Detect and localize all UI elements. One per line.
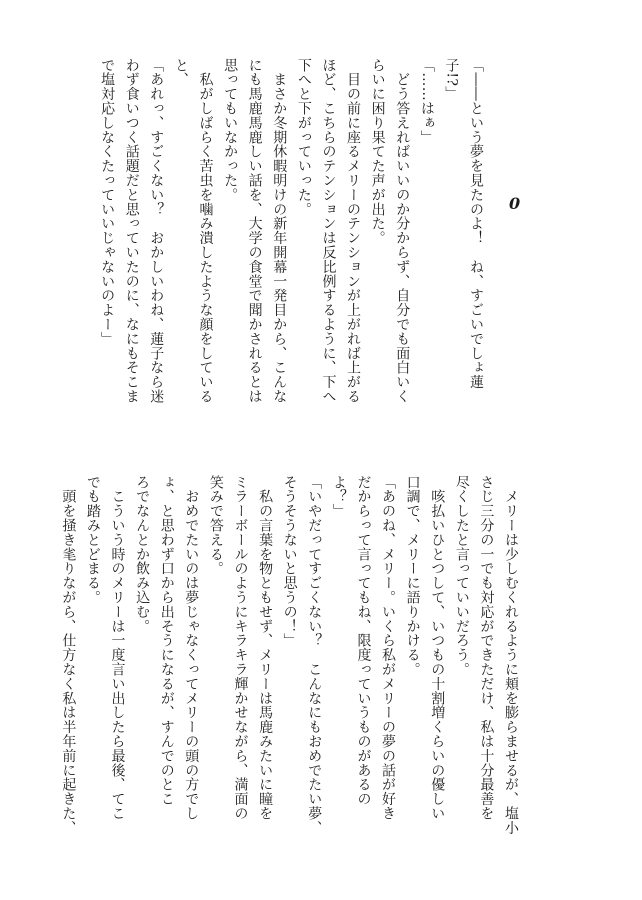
text-column: ろでなんとか飲み込む。 <box>134 475 151 634</box>
text-column: まさか冬期休暇明けの新年開幕一発目から、こんな <box>271 58 288 404</box>
text-column: でも踏みとどまる。 <box>84 475 101 605</box>
text-column: と、 <box>172 58 189 87</box>
text-column: ょ、と思わず口から出そうになるが、すんでのとこ <box>158 475 175 807</box>
text-column: にも馬鹿馬鹿しい話を、大学の食堂で聞かされるとは <box>246 58 263 404</box>
text-column: わず食いつく話題だと思っていたのに、なにもそこま <box>123 58 140 404</box>
upper-text-block <box>95 58 489 428</box>
text-column: 「――という夢を見たのよ！ ね、すごいでしょ蓮 <box>468 58 484 390</box>
text-column: おめでたいのは夢じゃなくってメリーの頭の方でし <box>183 475 200 821</box>
text-column: ミラーボールのようにキラキラ輝かせながら、満面の <box>232 475 249 821</box>
text-column: らいに困り果てた声が出た。 <box>369 58 386 246</box>
text-column: 笑みで答える。 <box>207 475 224 576</box>
text-column: 下へと下がっていった。 <box>295 58 312 217</box>
lower-text-block <box>56 475 523 845</box>
text-column: 思ってもいなかった。 <box>222 58 239 202</box>
text-column: 口調で、メリーに語りかける。 <box>404 475 421 677</box>
text-column: 「あれっ、すごくない？ おかしいわね、蓮子なら迷 <box>148 58 165 404</box>
text-column: さじ三分の一でも対応ができただけ、私は十分最善を <box>478 475 495 821</box>
text-column: 頭を掻き毟りながら、仕方なく私は半年前に起きた、 <box>60 475 77 835</box>
chapter-number: 0 <box>509 194 521 213</box>
text-column: 「あのね、メリー。いくら私がメリーの夢の話が好き <box>380 475 397 821</box>
text-column: 尽くしたと言っていいだろう。 <box>453 475 470 677</box>
text-column: 目の前に座るメリーのテンションが上がれば上がる <box>345 58 362 404</box>
text-column: 「……はぁ」 <box>418 58 435 145</box>
text-column: こういう時のメリーは一度言い出したら最後、てこ <box>109 475 126 821</box>
text-column: 私の言葉を物ともせず、メリーは馬鹿みたいに瞳を <box>257 475 274 821</box>
text-column: 子!?」 <box>443 58 460 101</box>
text-column: メリーは少しむくれるように頬を膨らませるが、塩小 <box>503 475 519 835</box>
text-column: で塩対応しなくたっていいじゃないのよー」 <box>99 58 116 346</box>
text-column: ほど、こちらのテンションは反比例するように、下へ <box>320 58 337 404</box>
text-column: そうそうないと思うの！」 <box>281 475 298 648</box>
text-column: どう答えればいいのか分からず、自分でも面白いく <box>394 58 411 404</box>
text-column: だからって言ってもね、限度っていうものがあるの <box>355 475 372 807</box>
text-column: よ？」 <box>330 475 347 519</box>
text-column: 咳払いひとつして、いつもの十割増くらいの優しい <box>429 475 446 821</box>
text-column: 私がしばらく苦虫を噛み潰したような顔をしている <box>197 58 214 404</box>
text-column: 「いやだってすごくない？ こんなにもおめでたい夢、 <box>306 475 323 835</box>
